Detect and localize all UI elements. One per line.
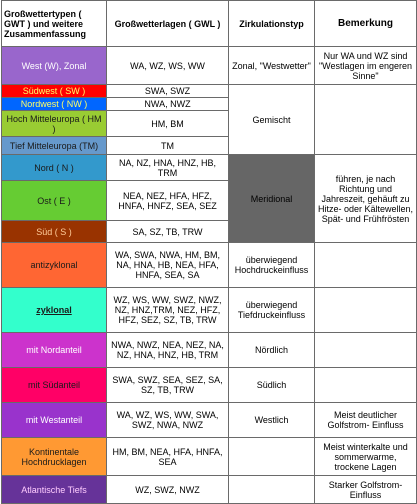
- table-row: [2, 85, 417, 98]
- row-zirkulation: Südlich: [229, 368, 315, 403]
- weather-types-table: [1, 0, 417, 504]
- row-type-tief-mitteleuropa: Tief Mitteleuropa (TM): [2, 137, 107, 155]
- row-type-kontinental: Kontinentale Hochdrucklagen: [2, 438, 107, 476]
- row-type-zyklonal: zyklonal: [2, 288, 107, 333]
- row-type-nordanteil: mit Nordanteil: [2, 333, 107, 368]
- row-gwl: NEA, NEZ, HFA, HFZ, HNFA, HNFZ, SEA, SEZ: [107, 181, 229, 221]
- table-row: [2, 288, 417, 333]
- row-zirkulation: überwiegend Tiefdruckeinfluss: [229, 288, 315, 333]
- row-bemerkung: [315, 243, 417, 288]
- row-bemerkung: Meist winterkalte und sommerwarme, trockene Lagen: [315, 438, 417, 476]
- table-row: [2, 333, 417, 368]
- bemerkung-meridional: führen, je nach Richtung und Jahreszeit, gehäuft zu Hitze- oder Kältewellen, Spät- und Frühfrösten: [315, 155, 417, 243]
- row-gwl: SWA, SWZ: [107, 85, 229, 98]
- row-bemerkung: Nur WA und WZ sind "Westlagen im engeren Sinne": [315, 47, 417, 85]
- row-type-sued: Süd ( S ): [2, 221, 107, 243]
- table-row: [2, 438, 417, 476]
- row-gwl: NA, NZ, HNA, HNZ, HB, TRM: [107, 155, 229, 181]
- row-bemerkung: [315, 368, 417, 403]
- table-row: [2, 243, 417, 288]
- row-zirkulation: Nördlich: [229, 333, 315, 368]
- row-type-nord: Nord ( N ): [2, 155, 107, 181]
- header-gwl: Großwetterlagen ( GWL ): [107, 1, 229, 47]
- row-gwl: NWA, NWZ, NEA, NEZ, NA, NZ, HNA, HNZ, HB, TRM: [107, 333, 229, 368]
- row-type-hoch-mitteleuropa: Hoch Mitteleuropa ( HM ): [2, 111, 107, 137]
- row-zirkulation: überwiegend Hochdruckeinfluss: [229, 243, 315, 288]
- row-gwl: SA, SZ, TB, TRW: [107, 221, 229, 243]
- row-zirkulation: Westlich: [229, 403, 315, 438]
- row-type-atlantisch: Atlantische Tiefs: [2, 476, 107, 504]
- row-type-suedwest: Südwest ( SW ): [2, 85, 107, 98]
- row-gwl: HM, BM: [107, 111, 229, 137]
- row-type-westanteil: mit Westanteil: [2, 403, 107, 438]
- row-type-suedanteil: mit Südanteil: [2, 368, 107, 403]
- row-gwl: HM, BM, NEA, HFA, HNFA, SEA: [107, 438, 229, 476]
- table-row: [2, 47, 417, 85]
- row-type-west: West (W), Zonal: [2, 47, 107, 85]
- row-bemerkung: [315, 333, 417, 368]
- row-zirkulation: [229, 476, 315, 504]
- row-zirkulation: [229, 438, 315, 476]
- header-bemerkung: Bemerkung: [315, 1, 417, 47]
- header-row: [2, 1, 417, 47]
- row-gwl: WA, WZ, WS, WW: [107, 47, 229, 85]
- row-zirkulation: Zonal, "Westwetter": [229, 47, 315, 85]
- row-gwl: WA, WZ, WS, WW, SWA, SWZ, NWA, NWZ: [107, 403, 229, 438]
- table-row: [2, 476, 417, 504]
- row-type-ost: Ost ( E ): [2, 181, 107, 221]
- row-gwl: WZ, SWZ, NWZ: [107, 476, 229, 504]
- table-row: [2, 403, 417, 438]
- row-bemerkung: Starker Golfstrom-Einfluss: [315, 476, 417, 504]
- row-gwl: WA, SWA, NWA, HM, BM, NA, HNA, HB, NEA, HFA, HNFA, SEA, SA: [107, 243, 229, 288]
- table-row: [2, 368, 417, 403]
- header-gwt: Großwettertypen ( GWT ) und weitere Zusammenfassung: [2, 1, 107, 47]
- row-type-antizyklonal: antizyklonal: [2, 243, 107, 288]
- row-bemerkung: [315, 288, 417, 333]
- zirkulation-meridional: Meridional: [229, 155, 315, 243]
- row-gwl: SWA, SWZ, SEA, SEZ, SA, SZ, TB, TRW: [107, 368, 229, 403]
- row-type-nordwest: Nordwest ( NW ): [2, 98, 107, 111]
- row-gwl: NWA, NWZ: [107, 98, 229, 111]
- zirkulation-gemischt: Gemischt: [229, 85, 315, 155]
- table-row: [2, 155, 417, 181]
- bemerkung-empty: [315, 85, 417, 155]
- header-zirkulation: Zirkulationstyp: [229, 1, 315, 47]
- row-bemerkung: Meist deutlicher Golfstrom- Einfluss: [315, 403, 417, 438]
- row-gwl: WZ, WS, WW, SWZ, NWZ, NZ, HNZ,TRM, NEZ, HFZ, HFZ, SEZ, SZ, TB, TRW: [107, 288, 229, 333]
- row-gwl: TM: [107, 137, 229, 155]
